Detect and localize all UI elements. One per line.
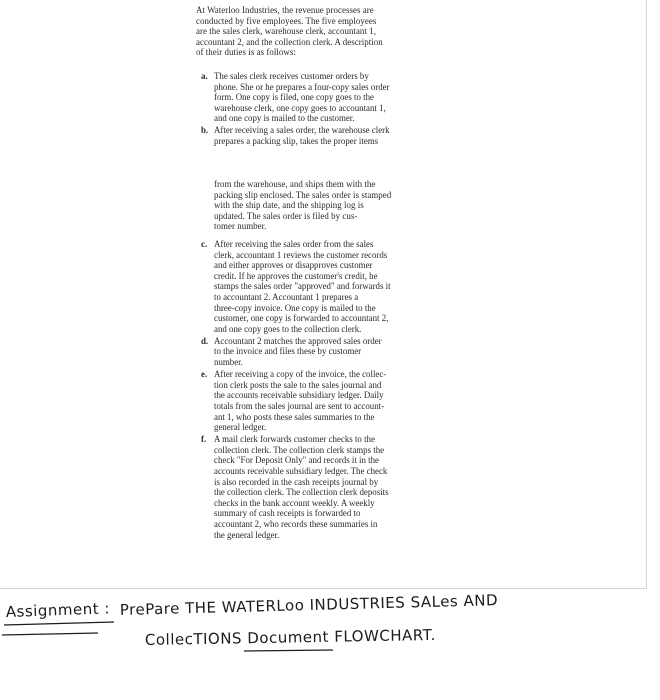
assignment-underline-second xyxy=(2,633,98,635)
item-line: to the invoice and files these by customer xyxy=(214,346,362,357)
duties-list-top xyxy=(201,71,427,148)
item-line: tomer number. xyxy=(214,221,267,232)
item-line: is also recorded in the cash receipts journal by xyxy=(214,476,379,487)
duty-item-b-continued xyxy=(214,179,434,232)
item-line: After receiving a copy of the invoice, the collec- xyxy=(214,369,387,380)
duty-item-f xyxy=(201,434,429,540)
item-line: to accountant 2. Accountant 1 prepares a xyxy=(214,291,359,302)
item-line: form. One copy is filed, one copy goes to the xyxy=(214,92,374,103)
assignment-underline xyxy=(4,622,114,625)
duty-item-b xyxy=(201,125,427,146)
item-line: updated. The sales order is filed by cus- xyxy=(214,210,358,221)
item-line: general ledger. xyxy=(214,422,267,433)
intro-paragraph xyxy=(196,5,428,58)
item-letter: e. xyxy=(201,369,208,380)
item-line: with the ship date, and the shipping log is xyxy=(214,200,364,211)
item-line: summary of cash receipts is forwarded to xyxy=(214,508,361,519)
item-line: packing slip enclosed. The sales order is stamped xyxy=(214,189,392,200)
item-line: accountant 2, who records these summaries in xyxy=(214,518,378,529)
item-letter: d. xyxy=(201,335,209,346)
item-line: A mail clerk forwards customer checks to the xyxy=(214,434,375,445)
item-line: three-copy invoice. One copy is mailed to the xyxy=(214,302,376,313)
item-letter: b. xyxy=(201,125,209,136)
item-line: and either approves or disapproves customer xyxy=(214,260,373,271)
assignment-label: Assignment : xyxy=(5,599,111,621)
item-line: and one copy goes to the collection clerk. xyxy=(214,323,362,334)
item-line: prepares a packing slip, takes the proper items xyxy=(214,136,379,147)
duty-item-a xyxy=(201,71,427,124)
intro-line: accountant 2, and the collection clerk. A description xyxy=(196,36,383,47)
item-line: accounts receivable subsidiary ledger. The check xyxy=(214,465,388,476)
item-line: the general ledger. xyxy=(214,529,280,540)
item-letter: c. xyxy=(201,239,208,249)
duties-list-bottom xyxy=(201,239,429,542)
item-letter: f. xyxy=(201,434,207,445)
intro-line: are the sales clerk, warehouse clerk, accountant 1, xyxy=(196,26,376,37)
item-line: phone. She or he prepares a four-copy sales order xyxy=(214,81,390,92)
intro-line: At Waterloo Industries, the revenue processes are xyxy=(196,5,374,15)
handwritten-assignment-note xyxy=(0,589,660,700)
item-line: The sales clerk receives customer orders by xyxy=(214,71,369,81)
item-line: collection clerk. The collection clerk stamps the xyxy=(214,444,385,455)
duty-item-e xyxy=(201,369,429,433)
document-underline xyxy=(244,650,333,651)
item-line: After receiving a sales order, the warehouse clerk xyxy=(214,125,390,136)
item-line: tion clerk posts the sale to the sales journal and xyxy=(214,379,382,390)
duty-item-c xyxy=(201,239,429,334)
item-line: the collection clerk. The collection clerk deposits xyxy=(214,487,389,498)
intro-line: conducted by five employees. The five employees xyxy=(196,15,377,26)
item-line: the accounts receivable subsidiary ledger. Daily xyxy=(214,390,384,401)
item-line: warehouse clerk, one copy goes to accountant 1, xyxy=(214,102,386,113)
item-line: stamps the sales order "approved" and forwards it xyxy=(214,281,391,292)
item-line: totals from the sales journal are sent to account- xyxy=(214,400,385,411)
item-line: and one copy is mailed to the customer. xyxy=(214,113,355,124)
item-line: number. xyxy=(214,357,243,368)
item-line: customer, one copy is forwarded to accountant 2, xyxy=(214,313,389,324)
item-line: checks in the bank account weekly. A weekly xyxy=(214,497,375,508)
duty-item-d xyxy=(201,336,429,368)
item-line: After receiving the sales order from the sales xyxy=(214,239,374,249)
item-line: check "For Deposit Only" and records it in the xyxy=(214,455,379,466)
item-line: credit. If he approves the customer's credit, he xyxy=(214,270,378,281)
intro-line: of their duties is as follows: xyxy=(196,47,296,58)
item-letter: a. xyxy=(201,71,208,81)
item-line: clerk, accountant 1 reviews the customer records xyxy=(214,249,388,260)
assignment-text-line-2: CollecTIONS Document FLOWCHART. xyxy=(144,625,436,649)
assignment-text-line-1: PrePare THE WATERLoo INDUSTRIES SALes AND xyxy=(119,591,499,619)
item-line: from the warehouse, and ships them with the xyxy=(214,179,376,189)
item-line: Accountant 2 matches the approved sales order xyxy=(214,335,382,346)
item-line: ant 1, who posts these sales summaries to the xyxy=(214,411,375,422)
